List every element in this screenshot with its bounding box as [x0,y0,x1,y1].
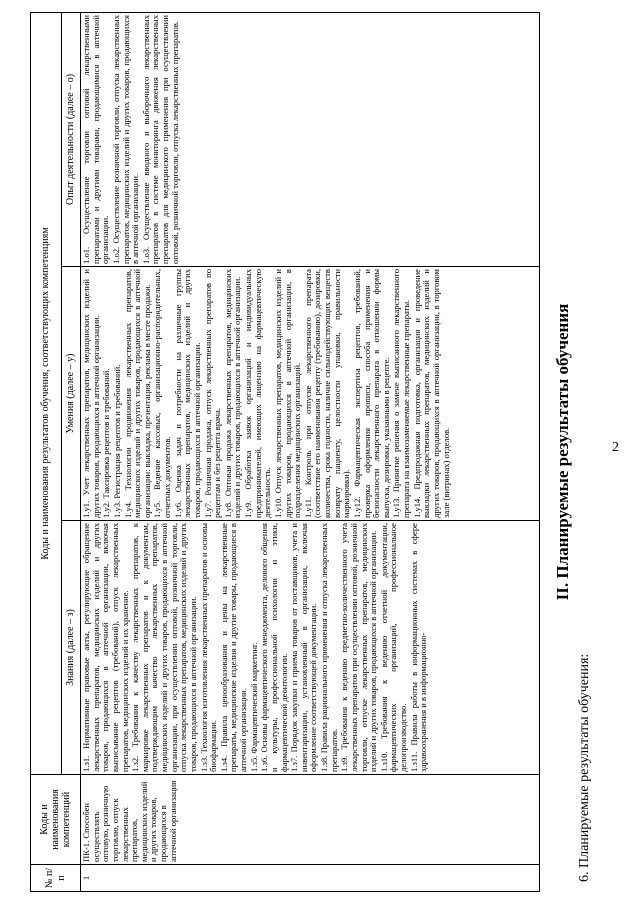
experience-item: 1.о2. Осуществление розничной торговли, отпуска лекарственных препаратов, медицинских изделий и других товаров, продающихся в аптечной организации. [110,15,141,264]
table-row [81,13,540,892]
main-title: II. Планируемые результаты обучения [553,303,572,601]
skill-item: 1.у3. Регистрация рецептов и требований. [111,364,122,518]
skill-item: 1.у10. Отпуск лекарственных препаратов, медицинских изделий и других товаров, продающихся в аптечной организации, в подразделения медицинских организаций. [272,269,303,518]
header-code: Коды и наименования компетенций [31,775,81,865]
header-experience: Опыт деятельности (далее – о) [62,13,81,267]
knowledge-item: 1.з9. Требования к ведению предметно-количественного учета лекарственных препаратов при осуществлении оптовой, розничной торговли, отпуске лекарственных препаратов, медицинских изделий и других товаров, продающихся в аптечной организации. [339,523,379,772]
knowledge-item: 1.з6. Основы фармацевтического менеджмента, делового общения и культуры, профессиональной психологии и этики, фармацевтической деонтологии. [259,523,289,772]
header-knowledge: Знания (далее – з) [62,521,81,775]
knowledge-item: 1.з1. Нормативные правовые акты, регулирующие обращение лекарственных препаратов, медицинских изделий и других товаров, продающихся в аптечной организации, включая выписывание рецептов (требований), отпуск лекарственных препаратов, медицинских изделий и их хранение. [81,523,130,772]
skill-item: 1.у6. Оценка задач и потребности на различные группы лекарственных препаратов, медицинских изделий и других товаров, продающихся в аптечной организации. [172,269,202,518]
skill-item: 1.у8. Оптовая продажа лекарственных препаратов, медицинских изделий и других товаров, продающихся в аптечной организации. [222,269,243,518]
skill-item: 1.у5. Ведение кассовых, организационно-распорядительных, отчетных документов. [152,269,172,518]
rotated-sheet [10,12,630,892]
knowledge-item: 1.з7. Порядок закупки и приема товаров от поставщиков, учета и инвентаризации, установленный в организации, включая оформление соответствующей документации. [289,523,319,772]
skill-item: 1.у11. Контроль при отпуске лекарственного препарата (соответствие его наименования рецепту (требованию), дозировки, количества, срока годности, наличие сильнодействующих веществ возврату пациенту, целостности упаковки, правильности маркировки). [302,269,352,518]
competence-code: ПК-1. Способен осуществлять оптовую, розничную торговлю, отпуск лекарственных препаратов, медицинских изделий и других товаров, продающихся в аптечной организации [81,775,540,865]
skill-item: 1.у9. Обработка заявок организаций и индивидуальных предпринимателей, имеющих лицензию на фармацевтическую деятельность. [243,269,273,518]
knowledge-item: 1.з2. Требования к качеству лекарственных препаратов, к маркировке лекарственных препаратов и к документам, подтверждающим качество лекарственных препаратов, медицинских изделий и других товаров, продающихся в аптечной организации, при осуществлении оптовой, розничной торговли, отпуска лекарственных препаратов, медицинских изделий и других товаров, продающихся в аптечной организации. [130,523,198,772]
header-group: Коды и наименования результатов обучения, соответствующих компетенциям [31,13,62,775]
experience-item: 1.о3. Осуществление вводного и выборочного лекарственных препаратов в системе мониторинга движения лекарственных препаратов для медицинского применения при осуществлении оптовой, розничной торговли, отпуска лекарственных препаратов. [140,15,180,264]
skill-item: 1.у2. Таксировка рецептов и требований. [101,368,112,518]
knowledge-item: 1.з10. Требования к ведению отчетной документации, фармацевтических организаций, профессиональное делопроизводство. [378,523,408,772]
experience-list [81,13,540,267]
row-num: 1 [81,865,540,892]
knowledge-item: 1.з3. Технология изготовления лекарственных препаратов и основы биофармации. [198,523,219,772]
page-number: 2 [612,440,619,455]
knowledge-item: 1.з11. Правила работы в информационных системах в сфере здравоохранения и в информационно- [408,523,429,772]
experience-item: 1.о1. Осуществление торговли оптовой лекарственными препаратами и другими товарами, продающимися в аптечной организации. [81,15,111,264]
skill-item: 1.у14. Предпродажная подготовка, организация и проведение выкладки лекарственных препаратов, медицинских изделий и других товаров, продающихся в аптечной организации, в торговом зале (витринах) отделов. [411,269,451,518]
knowledge-item: 1.з5. Фармацевтический маркетинг. [248,642,259,772]
skill-item: 1.у1. Учет лекарственных препаратов, медицинских изделий и других товаров, продающихся в аптечной организации. [81,269,101,518]
knowledge-list [81,521,540,775]
knowledge-item: 1.з4. Правила ценообразования и цены на лекарственные препараты, медицинские изделия и другие товары, продающиеся в аптечной организации. [218,523,248,772]
skill-item: 1.у7. Розничная продажа, отпуск лекарственных препаратов по рецептам и без рецепта врача. [202,269,223,518]
section-title: 6. Планируемые результаты обучения: [577,653,592,882]
results-table [30,12,540,892]
header-skills: Умения (далее – у) [62,267,81,521]
skill-item: 1.у13. Принятие решения о замене выписанного лекарственного препарата на взаимозаменяемые лекарственные препараты. [391,269,411,518]
skill-item: 1.у12. Фармацевтическая экспертиза рецептов, требований, проверка оформления прописи, способа применения и безопасности лекарственного препарата в отношении формы выпуска, дозировки, указанными в рецепте. [351,269,391,518]
knowledge-item: 1.з8. Правила рационального применения и отпуска лекарственных препаратов. [319,523,339,772]
skills-list [81,267,540,521]
header-num: № п/п [31,865,81,892]
skill-item: 1.у4. Технологии продвижения лекарственных препаратов, медицинских изделий и других товаров, продающихся в аптечной организации: выкладка, презентация, реклама в месте продажи. [122,269,152,518]
